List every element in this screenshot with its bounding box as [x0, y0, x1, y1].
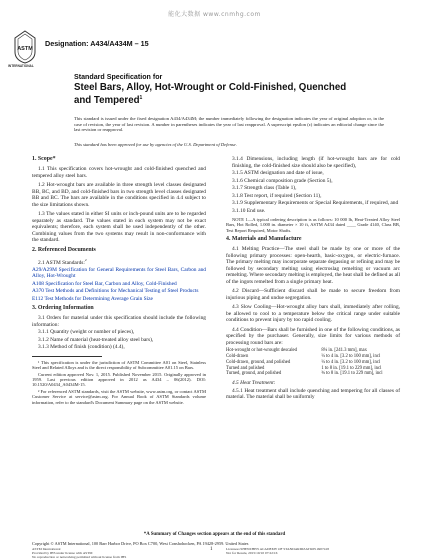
list-item: 3.1.9 Supplementary Requirements or Special Requirements, if required, and	[232, 200, 399, 206]
condition-size: ¼ to 4 in. [3.2 to 100 mm], incl	[321, 354, 381, 360]
provider-notice: ASTM International Provided by IHS under license with ASTM No reproduction or networking permitted without license from IHS	[32, 547, 127, 559]
footnote-1: ¹ This specification is under the jurisdiction of ASTM Committee A01 on Steel, Stainless Steel and Related Alloys and is the direct responsibility of Subcommittee A01.15 on Bars.	[32, 359, 206, 371]
conditions-table	[226, 348, 400, 377]
condition-size: 1 to 8 in. [19.1 to 229 mm], incl	[321, 365, 382, 371]
title-line2: Steel Bars, Alloy, Hot-Wrought or Cold-Finished, Quenched	[74, 82, 347, 93]
reference-title[interactable]: Test Methods for Determining Average Grain Size	[44, 295, 153, 302]
condition-size: ¼ to 4 in. [3.2 to 100 mm], incl	[321, 359, 381, 365]
dod-notice: This standard has been approved for use by agencies of the U.S. Department of Defense.	[74, 142, 237, 147]
reference-title[interactable]: Specification for Steel Bar, Carbon and Alloy, Cold-Finished	[45, 280, 177, 287]
fn2-ref: 2	[84, 257, 87, 262]
reference-code[interactable]: E112	[32, 295, 44, 302]
summary-of-changes-notice: *A Summary of Changes section appears at the end of this standard	[143, 532, 286, 537]
condition-name: Cold-drawn, ground, and polished	[226, 359, 291, 365]
list-item: 3.1.5 ASTM designation and date of issue,	[232, 170, 324, 176]
list-item: 3.1.10 End use.	[232, 207, 266, 214]
licensee-notice: Licensee=SHENZHEN ACADEMY OF STANDARDIZATION 4907418 Not for Resale, 2015/10/10 07:22:16	[226, 547, 330, 555]
svg-text:ASTM: ASTM	[17, 46, 33, 52]
para-4-5: 4.5 Heat Treatment:	[232, 380, 276, 387]
footnote-2: ² For referenced ASTM standards, visit the ASTM website, www.astm.org, or contact ASTM Customer Service at service@astm.org. For Annual Book of ASTM Standards volume information, refer to the standard's Document Summary page on the ASTM website.	[32, 388, 206, 405]
document-title	[74, 73, 374, 106]
right-column	[226, 156, 400, 404]
para-2-1: 2.1 ASTM Standards:	[38, 259, 85, 266]
condition-name: Turned and polished	[226, 365, 265, 371]
designation: Designation: A434/A434M – 15	[45, 39, 149, 48]
issuance-notice: This standard is issued under the fixed designation A434/A434M; the number immediately following the designation indicates the year of original adoption or, in the case of revision, the year of last revision. A number in parentheses indicates the year of last reapproval. A superscript epsilon (ε) indicates an editorial change since the last revision or reapproval.	[74, 116, 384, 133]
copyright: Copyright © ASTM International, 100 Barr Harbor Drive, PO Box C700, West Conshohocken, PA 19428-2959. United States	[32, 541, 249, 546]
list-item: 3.1.3 Method of finish (condition) (4.4),	[38, 344, 125, 351]
para-1-1: 1.1 This specification covers hot-wrought and cold-finished quenched and tempered alloy steel bars.	[32, 166, 206, 179]
table-row	[226, 371, 400, 377]
para-4-2: 4.2 Discard—Sufficient discard shall be made to secure freedom from injurious piping and undue segregation.	[226, 288, 400, 301]
reference-code[interactable]: A370	[32, 288, 44, 295]
section4-heading: 4. Materials and Manufacture	[226, 236, 302, 243]
reference-code[interactable]: A29/A29M	[32, 266, 57, 273]
section3-heading: 3. Ordering Information	[32, 305, 94, 312]
list-item: 3.1.6 Chemical composition grade (Section 5),	[232, 177, 333, 184]
reference-code[interactable]: A108	[32, 280, 44, 287]
condition-name: Cold-drawn	[226, 354, 249, 360]
para-4-3: 4.3 Slow Cooling—Hot-wrought alloy bars shall, immediately after rolling, be allowed to cool to a temperature below the critical range under suitable conditions to prevent injury by too rapid cooling.	[226, 304, 400, 324]
watermark: 能化大数据 www.cnmhg.com	[168, 11, 261, 18]
para-1-3: 1.3 The values stated in either SI units or inch-pound units are to be regarded separately as standard. The values stated in each system may not be exact equivalents; therefore, each system shall be used independently of the other. Combining values from the two systems may result in non-conformance with the standard.	[32, 211, 206, 243]
page-number: 1	[210, 547, 213, 552]
footnote-1-edition: Current edition approved Nov. 1, 2015. Published November 2015. Originally approved in 1959. Last previous edition approved in 2012 as A434 – 06(2012). DOI: 10.1520/A0434_A0434M-15.	[32, 371, 206, 388]
condition-name: Turned, ground, and polished	[226, 371, 282, 377]
section2-heading: 2. Referenced Documents	[32, 246, 96, 253]
section1-heading: 1. Scope*	[32, 156, 56, 162]
reference-item[interactable]	[32, 288, 206, 295]
title-footnote-ref: 1	[139, 95, 143, 101]
list-item: 3.1.2 Name of material (heat-treated alloy steel bars),	[38, 336, 154, 343]
title-line3: and Tempered	[74, 95, 140, 107]
para-4-4: 4.4 Condition—Bars shall be furnished in one of the following conditions, as specified by the purchaser. Generally, size limits for various methods of processing round bars are:	[226, 326, 400, 346]
condition-size: ¾ to 8 in. [19.1 to 229 mm], incl	[321, 371, 383, 377]
para-3-1: 3.1 Orders for material under this specification should include the following information:	[32, 315, 206, 328]
list-item: 3.1.7 Strength class (Table 1),	[232, 185, 297, 191]
list-item: 3.1.4 Dimensions, including length (if hot-wrought bars are for cold finishing, the cold-finished size should also be specified),	[232, 156, 400, 169]
reference-item[interactable]	[32, 281, 206, 288]
reference-item[interactable]	[32, 267, 206, 280]
logo-caption: INTERNATIONAL	[8, 64, 34, 68]
list-item: 3.1.8 Test report, if required (Section 11),	[232, 192, 322, 199]
footnote-divider	[32, 356, 102, 357]
condition-name: Hot-wrought or hot-wrought descaled	[226, 348, 297, 354]
condition-size: 8¼ in. [241.3 mm], max	[321, 348, 367, 354]
left-column	[32, 156, 206, 408]
para-4-1: 4.1 Melting Practice—The steel shall be made by one or more of the following primary processes: open-hearth, basic-oxygen, or electric-furnace. The primary melting may incorporate separate degassing or refining and may be followed by secondary melting using electroslag remelting or vacuum arc remelting. Where secondary melting is employed, the heat shall be defined as all of the ingots remelted from a single primary heat.	[226, 246, 400, 285]
astm-logo	[14, 30, 36, 64]
reference-title[interactable]: Test Methods and Definitions for Mechanical Testing of Steel Products	[45, 288, 199, 295]
note-1: NOTE 1—A typical ordering description is as follows: 10 000 lb, Heat-Treated Alloy Steel Bars, Hot Rolled, 1.000 in. diameter × 10 ft, ASTM A434 dated ____ Grade 4140, Class BB, Test Report Required, Motor Shafts.	[226, 217, 400, 233]
list-item: 3.1.1 Quantity (weight or number of pieces),	[38, 329, 135, 336]
para-4-5-1: 4.5.1 Heat treatment shall include quenching and tempering for all classes of material. The material shall be uniformly	[226, 387, 400, 401]
reference-title[interactable]: Specification for General Requirements for Steel Bars, Carbon and Alloy, Hot-Wrought	[32, 266, 206, 280]
reference-item[interactable]	[32, 296, 206, 303]
title-line1: Standard Specification for	[74, 73, 163, 81]
para-1-2: 1.2 Hot-wrought bars are available in three strength level classes designated BB, BC, and BD, and cold-finished bars in two strength level classes designated BB and BC. The bars are available in the conditions specified in 4.4 subject to the size limitations shown.	[32, 182, 206, 208]
